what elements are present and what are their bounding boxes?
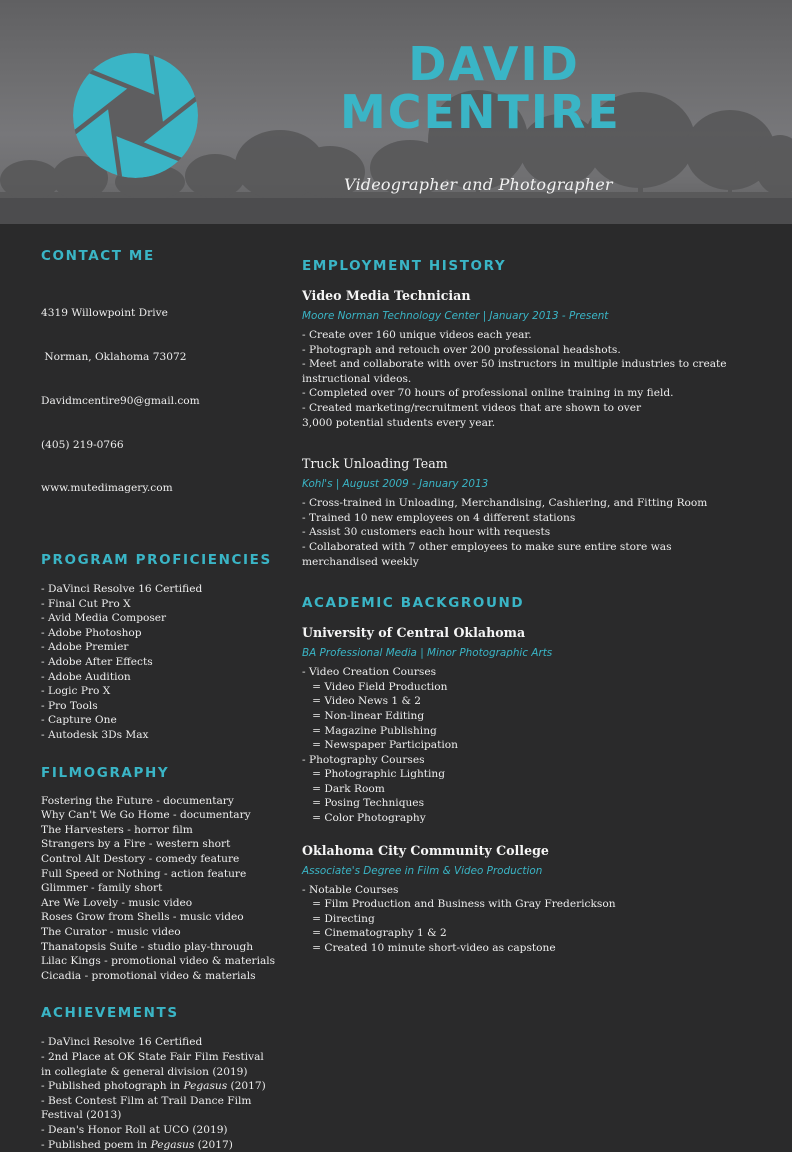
last-name: MCENTIRE — [340, 88, 640, 136]
achievements-list — [41, 1035, 273, 1152]
job-bullets — [302, 328, 762, 430]
proficiency-item: - Pro Tools — [41, 699, 281, 714]
achievement-text: - Published poem in — [41, 1139, 151, 1151]
employment-heading: EMPLOYMENT HISTORY — [302, 258, 762, 274]
job-bullet: - Assist 30 customers each hour with requests — [302, 525, 762, 540]
film-item: Why Can't We Go Home - documentary — [41, 808, 281, 823]
course-item: = Created 10 minute short-video as capstone — [302, 941, 762, 956]
film-item: Roses Grow from Shells - music video — [41, 910, 281, 925]
course-list — [302, 665, 762, 826]
contact-heading: CONTACT ME — [41, 248, 281, 264]
course-item: = Video News 1 & 2 — [302, 694, 762, 709]
address-line-2: Norman, Oklahoma 73072 — [41, 350, 281, 365]
email-link[interactable]: Davidmcentire90@gmail.com — [41, 394, 281, 409]
achievement-text: - Published photograph in — [41, 1080, 183, 1092]
job-bullet: - Trained 10 new employees on 4 different stations — [302, 511, 762, 526]
film-item: Control Alt Destory - comedy feature — [41, 852, 281, 867]
proficiency-item: - Avid Media Composer — [41, 611, 281, 626]
tagline: Videographer and Photographer — [344, 175, 613, 194]
camera-aperture-icon — [73, 53, 198, 178]
publication-name: Pegasus — [151, 1139, 195, 1151]
job-employer-dates: Moore Norman Technology Center | January 2013 - Present — [302, 310, 762, 322]
course-item: = Posing Techniques — [302, 796, 762, 811]
proficiency-item: - Autodesk 3Ds Max — [41, 728, 281, 743]
achievements-heading: ACHIEVEMENTS — [41, 1005, 281, 1021]
film-item: Full Speed or Nothing - action feature — [41, 867, 281, 882]
film-item: Thanatopsis Suite - studio play-through — [41, 940, 281, 955]
proficiency-item: - Adobe After Effects — [41, 655, 281, 670]
achievement-item: - Best Contest Film at Trail Dance Film Festival (2013) — [41, 1094, 273, 1123]
job-title: Truck Unloading Team — [302, 456, 762, 471]
proficiencies-list — [41, 582, 281, 743]
filmography-list — [41, 794, 281, 984]
contact-section — [41, 248, 281, 525]
proficiencies-heading: PROGRAM PROFICIENCIES — [41, 552, 281, 568]
address-line-1: 4319 Willowpoint Drive — [41, 306, 281, 321]
achievement-item — [41, 1079, 273, 1094]
achievement-item: - 2nd Place at OK State Fair Film Festival in collegiate & general division (2019) — [41, 1050, 273, 1079]
website-link[interactable]: www.mutedimagery.com — [41, 481, 281, 496]
job-bullet: - Create over 160 unique videos each year. — [302, 328, 762, 343]
header-banner — [0, 0, 792, 224]
achievement-item: - Dean's Honor Roll at UCO (2019) — [41, 1123, 273, 1138]
course-item: = Newspaper Participation — [302, 738, 762, 753]
course-item: = Non-linear Editing — [302, 709, 762, 724]
film-item: The Harvesters - horror film — [41, 823, 281, 838]
proficiency-item: - Logic Pro X — [41, 684, 281, 699]
job-bullet: - Collaborated with 7 other employees to make sure entire store was — [302, 540, 762, 555]
job-bullet: 3,000 potential students every year. — [302, 416, 762, 431]
proficiency-item: - DaVinci Resolve 16 Certified — [41, 582, 281, 597]
job-bullet: - Created marketing/recruitment videos that are shown to over — [302, 401, 762, 416]
film-item: Are We Lovely - music video — [41, 896, 281, 911]
job-bullet: instructional videos. — [302, 372, 762, 387]
degree: BA Professional Media | Minor Photographic Arts — [302, 647, 762, 659]
phone-number: (405) 219-0766 — [41, 438, 281, 453]
school-name: University of Central Oklahoma — [302, 625, 762, 640]
filmography-section — [41, 765, 281, 984]
film-item: Lilac Kings - promotional video & materials — [41, 954, 281, 969]
achievement-year: (2017) — [227, 1080, 266, 1092]
course-item: = Film Production and Business with Gray Frederickson — [302, 897, 762, 912]
job-bullet: - Completed over 70 hours of professional online training in my field. — [302, 386, 762, 401]
course-list — [302, 883, 762, 956]
course-item: = Cinematography 1 & 2 — [302, 926, 762, 941]
candidate-name — [340, 40, 640, 136]
course-item: - Video Creation Courses — [302, 665, 762, 680]
proficiency-item: - Capture One — [41, 713, 281, 728]
course-item: = Color Photography — [302, 811, 762, 826]
achievement-item: - DaVinci Resolve 16 Certified — [41, 1035, 273, 1050]
first-name: DAVID — [340, 40, 640, 88]
publication-name: Pegasus — [183, 1080, 227, 1092]
job-bullet: merchandised weekly — [302, 555, 762, 570]
proficiency-item: - Final Cut Pro X — [41, 597, 281, 612]
proficiency-item: - Adobe Premier — [41, 640, 281, 655]
course-item: - Notable Courses — [302, 883, 762, 898]
course-item: = Directing — [302, 912, 762, 927]
header-bottom-strip — [0, 198, 792, 224]
film-item: Cicadia - promotional video & materials — [41, 969, 281, 984]
course-item: = Video Field Production — [302, 680, 762, 695]
course-item: = Dark Room — [302, 782, 762, 797]
job-bullets — [302, 496, 762, 569]
school-entry — [302, 625, 762, 826]
job-entry — [302, 288, 762, 430]
academic-section — [302, 595, 762, 956]
school-name: Oklahoma City Community College — [302, 843, 762, 858]
course-item: - Photography Courses — [302, 753, 762, 768]
film-item: Strangers by a Fire - western short — [41, 837, 281, 852]
achievement-year: (2017) — [194, 1139, 233, 1151]
job-title: Video Media Technician — [302, 288, 762, 303]
job-employer-dates: Kohl's | August 2009 - January 2013 — [302, 478, 762, 490]
proficiency-item: - Adobe Photoshop — [41, 626, 281, 641]
employment-section — [302, 258, 762, 569]
contact-details — [41, 277, 281, 525]
film-item: The Curator - music video — [41, 925, 281, 940]
achievement-item — [41, 1138, 273, 1152]
degree: Associate's Degree in Film & Video Production — [302, 865, 762, 877]
left-column — [41, 248, 281, 1152]
film-item: Glimmer - family short — [41, 881, 281, 896]
job-bullet: - Cross-trained in Unloading, Merchandising, Cashiering, and Fitting Room — [302, 496, 762, 511]
job-entry — [302, 456, 762, 569]
film-item: Fostering the Future - documentary — [41, 794, 281, 809]
job-bullet: - Photograph and retouch over 200 professional headshots. — [302, 343, 762, 358]
job-bullet: - Meet and collaborate with over 50 instructors in multiple industries to create — [302, 357, 762, 372]
course-item: = Photographic Lighting — [302, 767, 762, 782]
proficiencies-section — [41, 552, 281, 743]
right-column — [302, 258, 762, 956]
proficiency-item: - Adobe Audition — [41, 670, 281, 685]
course-item: = Magazine Publishing — [302, 724, 762, 739]
academic-heading: ACADEMIC BACKGROUND — [302, 595, 762, 611]
filmography-heading: FILMOGRAPHY — [41, 765, 281, 781]
school-entry — [302, 843, 762, 956]
achievements-section — [41, 1005, 281, 1152]
